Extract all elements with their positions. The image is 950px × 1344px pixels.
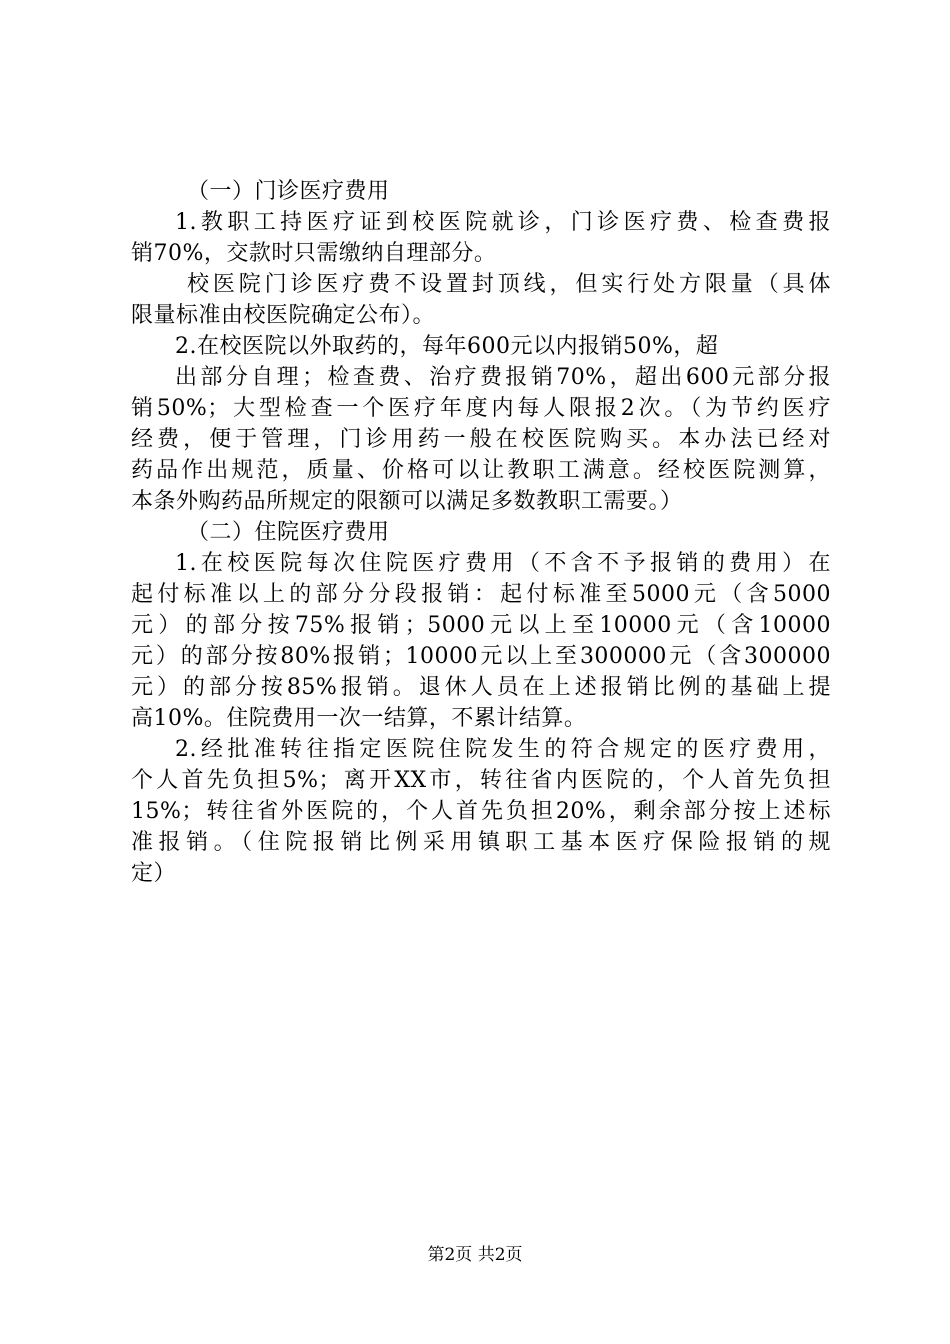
paragraph-line: 2.在校医院以外取药的，每年600元以内报销50%，超 — [175, 334, 719, 359]
section-heading-outpatient: （一）门诊医疗费用 — [187, 179, 390, 204]
paragraph-line: 定） — [131, 861, 177, 886]
paragraph-line: 准报销。（住院报销比例采用镇职工基本医疗保险报销的规 — [131, 830, 831, 855]
paragraph-line: 起付标准以上的部分分段报销：起付标准至5000元（含5000 — [131, 582, 831, 607]
paragraph-line: 药品作出规范，质量、价格可以让教职工满意。经校医院测算， — [131, 458, 831, 483]
paragraph-line: 15%；转往省外医院的，个人首先负担20%，剩余部分按上述标 — [131, 799, 831, 824]
paragraph-line: 限量标准由校医院确定公布）。 — [131, 303, 436, 328]
paragraph-line: 元）的部分按85%报销。退休人员在上述报销比例的基础上提 — [131, 675, 831, 700]
page-number-footer: 第2页 共2页 — [427, 1245, 523, 1265]
paragraph-line: 本条外购药品所规定的限额可以满足多数教职工需要。） — [131, 489, 683, 514]
paragraph-line: 元）的部分按75%报销；5000元以上至10000元（含10000 — [131, 613, 831, 638]
paragraph-line: 个人首先负担5%；离开XX市，转往省内医院的，个人首先负担 — [131, 768, 831, 793]
paragraph-line: 销50%；大型检查一个医疗年度内每人限报2次。（为节约医疗 — [131, 396, 831, 421]
paragraph-line: 出部分自理；检查费、治疗费报销70%，超出600元部分报 — [175, 365, 831, 390]
paragraph-line: 2.经批准转往指定医院住院发生的符合规定的医疗费用， — [175, 737, 831, 762]
paragraph-line: 1.在校医院每次住院医疗费用（不含不予报销的费用）在 — [175, 551, 831, 576]
paragraph-line: 元）的部分按80%报销；10000元以上至300000元（含300000 — [131, 644, 831, 669]
section-heading-inpatient: （二）住院医疗费用 — [187, 520, 390, 545]
paragraph-line: 校医院门诊医疗费不设置封顶线，但实行处方限量（具体 — [187, 272, 831, 297]
paragraph-line: 1.教职工持医疗证到校医院就诊，门诊医疗费、检查费报 — [175, 210, 831, 235]
paragraph-line: 销70%，交款时只需缴纳自理部分。 — [131, 241, 497, 266]
document-body — [131, 176, 831, 889]
paragraph-line: 经费，便于管理，门诊用药一般在校医院购买。本办法已经对 — [131, 427, 831, 452]
paragraph-line: 高10%。住院费用一次一结算，不累计结算。 — [131, 706, 587, 731]
